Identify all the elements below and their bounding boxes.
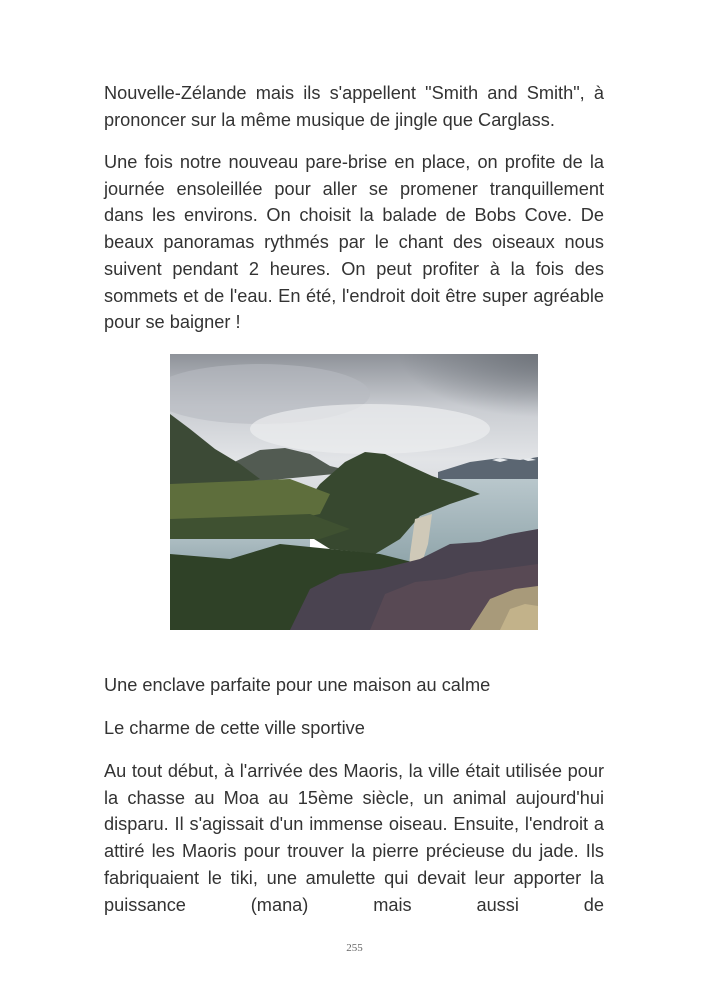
- paragraph-history: Au tout début, à l'arrivée des Maoris, la ville était utilisée pour la chasse au Moa au 15ème siècle, un animal aujourd'hui disparu. Il s'agissait d'un immense oiseau. Ensuite, l'endroit a attiré les Maoris pour trouver la pierre précieuse du jade. Ils fabriquaient le tiki, une amulette qui devait leur apporter la puissance (mana) mais aussi de: [104, 761, 604, 915]
- section-heading-sport-town: Le charme de cette ville sportive: [104, 718, 365, 738]
- paragraph-bobs-cove: Une fois notre nouveau pare-brise en place, on profite de la journée ensoleillée pour aller se promener tranquillement dans les environs. On choisit la balade de Bobs Cove. De beaux panoramas rythmés par le chant des oiseaux nous suivent pendant 2 heures. On peut profiter à la fois des sommets et de l'eau. En été, l'endroit doit être super agréable pour se baigner !: [104, 152, 604, 333]
- lake-landscape-photo: [170, 354, 538, 630]
- page-number: 255: [346, 942, 363, 954]
- paragraph-intro: Nouvelle-Zélande mais ils s'appellent "Smith and Smith", à prononcer sur la même musique de jingle que Carglass.: [104, 83, 604, 130]
- cloud-light: [250, 404, 490, 454]
- section-heading-enclave: Une enclave parfaite pour une maison au calme: [104, 675, 491, 695]
